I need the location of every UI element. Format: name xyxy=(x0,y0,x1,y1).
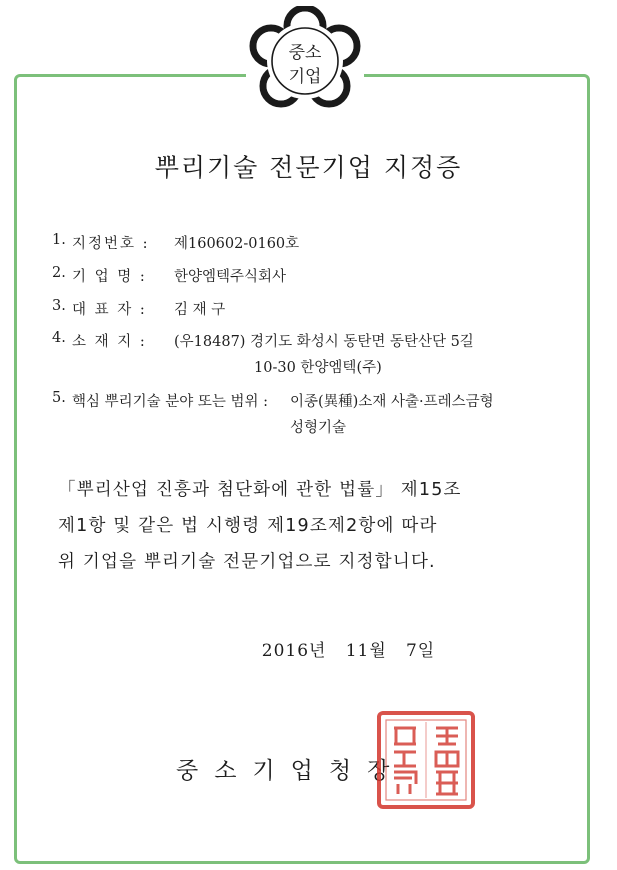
item-number: 2. xyxy=(52,265,66,281)
certificate-title: 뿌리기술 전문기업 지정증 xyxy=(154,153,463,182)
emblem-text-line2: 기업 xyxy=(288,67,322,87)
body-text-line: 제1항 및 같은 법 시행령 제19조제2항에 따라 xyxy=(58,516,438,536)
item-value: 김 재 구 xyxy=(174,302,226,318)
certificate-border xyxy=(14,74,590,864)
issue-date: 2016년 11월 7일 xyxy=(261,641,436,661)
item-label: 소 재 지 : xyxy=(72,334,147,350)
item-number: 4. xyxy=(52,330,66,346)
item-value: 제160602-0160호 xyxy=(174,236,300,252)
item-value: 이종(異種)소재 사출·프레스금형 xyxy=(290,394,494,410)
official-seal-stamp xyxy=(376,710,476,810)
body-text-line: 「뿌리산업 진흥과 첨단화에 관한 법률」 제15조 xyxy=(58,480,462,500)
item-label: 지정번호 : xyxy=(72,236,150,252)
item-value: (우18487) 경기도 화성시 동탄면 동탄산단 5길 xyxy=(174,334,474,350)
item-number: 5. xyxy=(52,390,66,406)
emblem-text-line1: 중소 xyxy=(288,43,322,63)
item-label: 대 표 자 : xyxy=(72,302,147,318)
item-number: 3. xyxy=(52,298,66,314)
item-label: 기 업 명 : xyxy=(72,269,147,285)
item-value: 한양엠텍주식회사 xyxy=(174,269,287,285)
issuer-name: 중소기업청장 xyxy=(176,758,406,784)
item-label: 핵심 뿌리기술 분야 또는 범위 : xyxy=(72,394,269,410)
item-value-continued: 10-30 한양엠텍(주) xyxy=(254,360,382,376)
item-value-continued: 성형기술 xyxy=(290,420,347,436)
item-number: 1. xyxy=(52,232,66,248)
body-text-line: 위 기업을 뿌리기술 전문기업으로 지정합니다. xyxy=(58,552,436,572)
sme-emblem-logo xyxy=(246,6,364,114)
seal-icon xyxy=(376,710,476,810)
